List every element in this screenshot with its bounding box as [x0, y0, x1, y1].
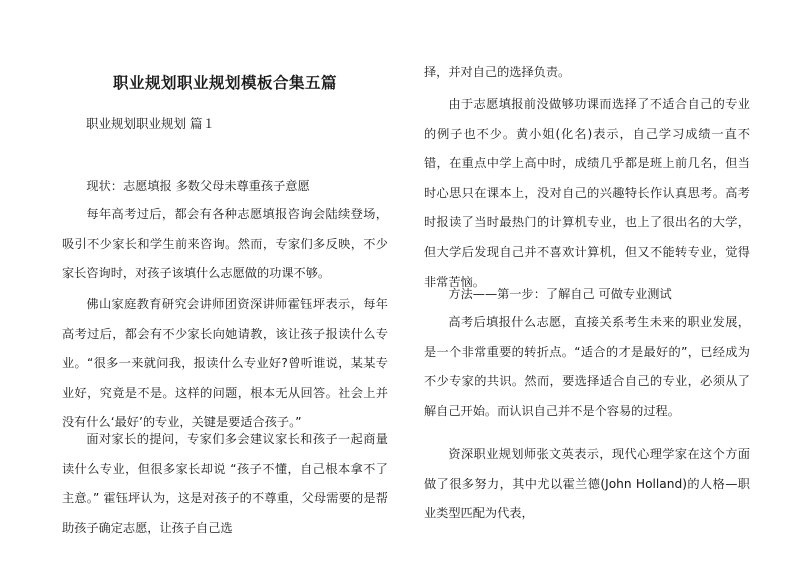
paragraph-continuation: 择，并对自己的选择负责。	[424, 65, 571, 79]
paragraph-expert-quote: 佛山家庭教育研究会讲师团资深讲师霍钰坪表示，每年高考过后，都会有不少家长向她请教，该让孩子报读什么专业。“很多一来就问我，报读什么专业好?曾听谁说，某某专业好，究竟是不是。这样的问题，根本无从回答。社会上并没有什么‘最好’的专业，关键是要适合孩子。”	[62, 297, 388, 430]
section-heading: 职业规划职业规划 篇１	[86, 116, 215, 131]
paragraph-holland-theory: 资深职业规划师张文英表示，现代心理学家在这个方面做了很多努力，其中尤以霍兰德(John Holland)的人格—职业类型匹配为代表，	[424, 447, 750, 521]
document-title: 职业规划职业规划模板合集五篇	[112, 73, 337, 92]
paragraph-parent-advice: 面对家长的提问，专家们多会建议家长和孩子一起商量读什么专业，但很多家长却说 “孩子不懂，自己根本拿不了主意。” 霍钰坪认为，这是对孩子的不尊重，父母需要的是帮助孩子确定志愿，让孩子自己选	[62, 432, 388, 535]
paragraph-consultation: 每年高考过后，都会有各种志愿填报咨询会陆续登场，吸引不少家长和学生前来咨询。然而，专家们多反映，不少家长咨询时，对孩子该填什么志愿做的功课不够。	[62, 207, 388, 281]
paragraph-status: 现状：志愿填报 多数父母未尊重孩子意愿	[86, 179, 310, 193]
paragraph-method-step-one: 方法——第一步：了解自己 可做专业测试	[448, 287, 672, 301]
paragraph-career-importance: 高考后填报什么志愿，直接关系考生未来的职业发展，是一个非常重要的转折点。“适合的才是最好的”，已经成为不少专家的共识。然而，要选择适合自己的专业，必须从了解自己开始。而认识自己并不是个容易的过程。	[424, 315, 750, 418]
paragraph-example-case: 由于志愿填报前没做够功课而选择了不适合自己的专业的例子也不少。黄小姐(化名)表示，自己学习成绩一直不错，在重点中学上高中时，成绩几乎都是班上前几名，但当时心思只在课本上，没对自己的兴趣特长作认真思考。高考时报读了当时最热门的计算机专业，也上了很出名的大学，但大学后发现自己并不喜欢计算机，但又不能转专业，觉得非常苦恼。	[424, 97, 750, 289]
